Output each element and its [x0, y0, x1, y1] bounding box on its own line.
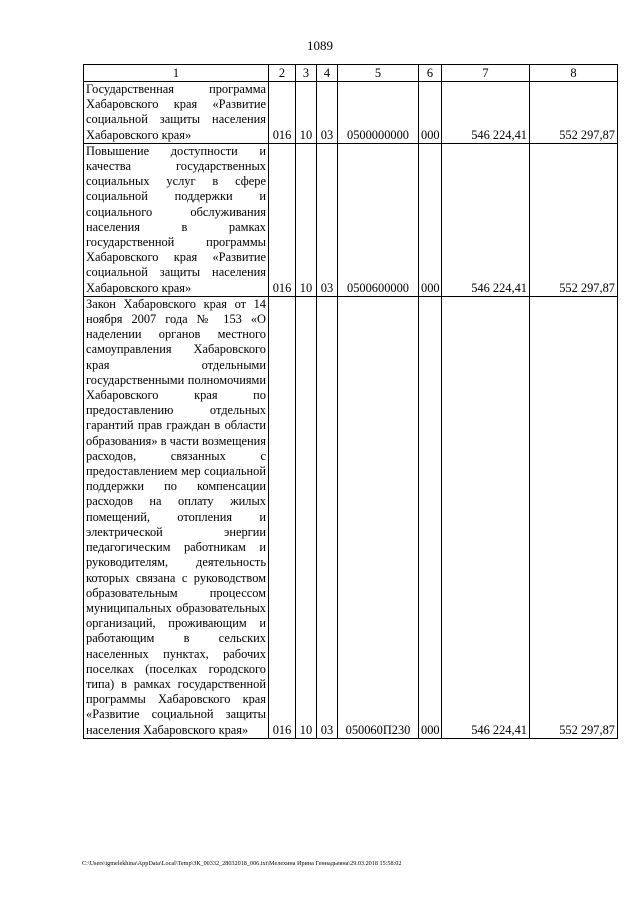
section-code: 10 [296, 82, 317, 144]
table-row [84, 82, 618, 144]
row-name: Закон Хабаровского края от 14 ноября 2007 года № 153 «О наделении органов местного самоуправления Хабаровского края отдельными государственными полномочиями Хабаровского края по предоставлению отдельных гарантий прав граждан в области образования» в части возмещения расходов, связанных с предоставлением мер социальной поддержки по компенсации расходов на оплату жилых помещений, отопления и электрической энергии педагогическим работникам и руководителям, деятельность которых связана с руководством образовательным процессом муниципальных образовательных организаций, проживающим и работающим в сельских населенных пунктах, рабочих поселках (поселках городского типа) в рамках государственной программы Хабаровского края «Развитие социальной защиты населения Хабаровского края» [84, 296, 269, 738]
ministry-code: 016 [269, 82, 296, 144]
amount-2: 552 297,87 [530, 143, 618, 296]
expense-type-code: 000 [419, 82, 442, 144]
column-header-8: 8 [530, 65, 618, 82]
column-header-7: 7 [442, 65, 530, 82]
column-header-4: 4 [317, 65, 338, 82]
column-header-5: 5 [338, 65, 419, 82]
expense-type-code: 000 [419, 143, 442, 296]
section-code: 10 [296, 143, 317, 296]
row-name: Повышение доступности и качества государственных социальных услуг в сфере социальной поддержки и социального обслуживания населения в рамках государственной программы Хабаровского края «Развитие социальной защиты населения Хабаровского края» [84, 143, 269, 296]
amount-1: 546 224,41 [442, 82, 530, 144]
section-code: 10 [296, 296, 317, 738]
table-row [84, 143, 618, 296]
column-header-6: 6 [419, 65, 442, 82]
column-header-3: 3 [296, 65, 317, 82]
target-code: 0500000000 [338, 82, 419, 144]
subsection-code: 03 [317, 82, 338, 144]
column-header-2: 2 [269, 65, 296, 82]
row-name: Государственная программа Хабаровского края «Развитие социальной защиты населения Хабаровского края» [84, 82, 269, 144]
amount-2: 552 297,87 [530, 296, 618, 738]
header-row [84, 65, 618, 82]
page-number: 1089 [307, 38, 333, 53]
subsection-code: 03 [317, 143, 338, 296]
table-row [84, 296, 618, 738]
target-code: 050060П230 [338, 296, 419, 738]
expense-type-code: 000 [419, 296, 442, 738]
ministry-code: 016 [269, 296, 296, 738]
amount-2: 552 297,87 [530, 82, 618, 144]
subsection-code: 03 [317, 296, 338, 738]
budget-table [83, 64, 618, 739]
target-code: 0500600000 [338, 143, 419, 296]
amount-1: 546 224,41 [442, 143, 530, 296]
column-header-1: 1 [84, 65, 269, 82]
file-path-footer: C:\Users\igmelekhina\AppData\Local\Temp\ЗК_00332_28032018_006.txt\Мелехина Ирина Геннадьевна\29.03.2018 15:58:02 [82, 860, 402, 867]
amount-1: 546 224,41 [442, 296, 530, 738]
ministry-code: 016 [269, 143, 296, 296]
